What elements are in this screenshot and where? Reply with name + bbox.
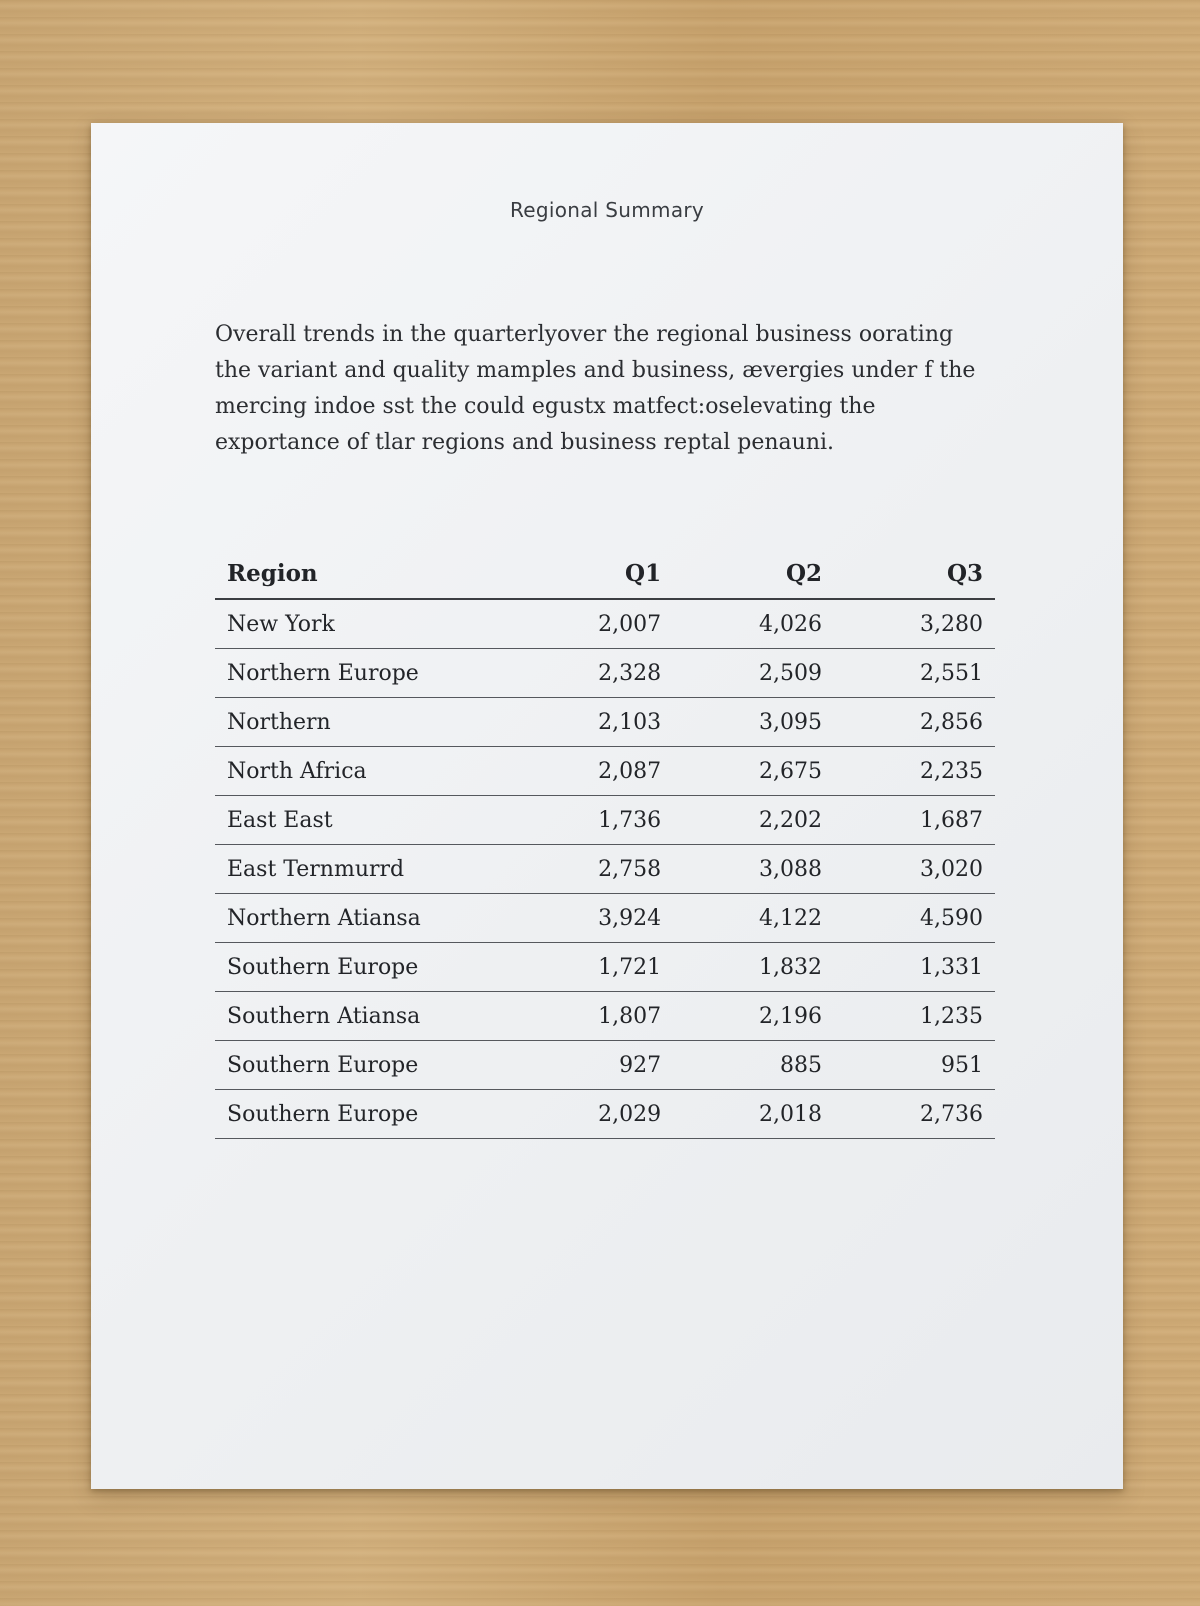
q1-cell: 2,007	[512, 599, 673, 649]
region-cell: Southern Europe	[215, 1090, 512, 1139]
region-cell: Southern Europe	[215, 1041, 512, 1090]
q3-cell: 4,590	[834, 894, 995, 943]
region-cell: Southern Europe	[215, 943, 512, 992]
q2-cell: 2,202	[673, 796, 834, 845]
table-row	[215, 845, 995, 894]
q3-cell: 1,331	[834, 943, 995, 992]
table-row	[215, 599, 995, 649]
paper-sheet	[91, 123, 1123, 1489]
q1-cell: 2,087	[512, 747, 673, 796]
table-row	[215, 796, 995, 845]
q1-cell: 2,758	[512, 845, 673, 894]
q3-cell: 1,687	[834, 796, 995, 845]
q2-cell: 3,095	[673, 698, 834, 747]
intro-line: the variant and quality mamples and business, ævergies under f the	[215, 358, 976, 383]
q2-cell: 2,675	[673, 747, 834, 796]
region-cell: East East	[215, 796, 512, 845]
q1-cell: 3,924	[512, 894, 673, 943]
q2-cell: 4,026	[673, 599, 834, 649]
q2-cell: 2,018	[673, 1090, 834, 1139]
q2-cell: 2,509	[673, 649, 834, 698]
q3-cell: 2,856	[834, 698, 995, 747]
q1-cell: 1,807	[512, 992, 673, 1041]
region-cell: North Africa	[215, 747, 512, 796]
q3-cell: 3,020	[834, 845, 995, 894]
table-row	[215, 1090, 995, 1139]
table-row	[215, 649, 995, 698]
column-header-region: Region	[215, 548, 512, 599]
intro-line: mercing indoe sst the could egustx matfect:oselevating the	[215, 394, 876, 419]
q3-cell: 2,736	[834, 1090, 995, 1139]
q2-cell: 885	[673, 1041, 834, 1090]
region-cell: Northern	[215, 698, 512, 747]
region-cell: Southern Atiansa	[215, 992, 512, 1041]
table-row	[215, 747, 995, 796]
table-header-row	[215, 548, 995, 599]
intro-paragraph	[215, 317, 1015, 461]
region-cell: Northern Europe	[215, 649, 512, 698]
region-cell: New York	[215, 599, 512, 649]
q1-cell: 1,721	[512, 943, 673, 992]
table-row	[215, 894, 995, 943]
column-header-q2: Q2	[673, 548, 834, 599]
column-header-q3: Q3	[834, 548, 995, 599]
table-row	[215, 1041, 995, 1090]
q2-cell: 2,196	[673, 992, 834, 1041]
regional-table-container	[215, 548, 995, 1139]
column-header-q1: Q1	[512, 548, 673, 599]
q3-cell: 951	[834, 1041, 995, 1090]
q3-cell: 3,280	[834, 599, 995, 649]
region-cell: East Ternmurrd	[215, 845, 512, 894]
intro-line: Overall trends in the quarterlyover the regional business oorating	[215, 322, 954, 347]
intro-line: exportance of tlar regions and business reptal penauni.	[215, 430, 835, 455]
q3-cell: 2,551	[834, 649, 995, 698]
table-row	[215, 992, 995, 1041]
q1-cell: 2,328	[512, 649, 673, 698]
q3-cell: 2,235	[834, 747, 995, 796]
region-cell: Northern Atiansa	[215, 894, 512, 943]
document-title: Regional Summary	[509, 198, 705, 222]
q3-cell: 1,235	[834, 992, 995, 1041]
q1-cell: 2,029	[512, 1090, 673, 1139]
q2-cell: 4,122	[673, 894, 834, 943]
regional-table	[215, 548, 995, 1139]
table-row	[215, 698, 995, 747]
table-body	[215, 599, 995, 1139]
q2-cell: 3,088	[673, 845, 834, 894]
q1-cell: 927	[512, 1041, 673, 1090]
table-row	[215, 943, 995, 992]
q1-cell: 2,103	[512, 698, 673, 747]
q2-cell: 1,832	[673, 943, 834, 992]
q1-cell: 1,736	[512, 796, 673, 845]
